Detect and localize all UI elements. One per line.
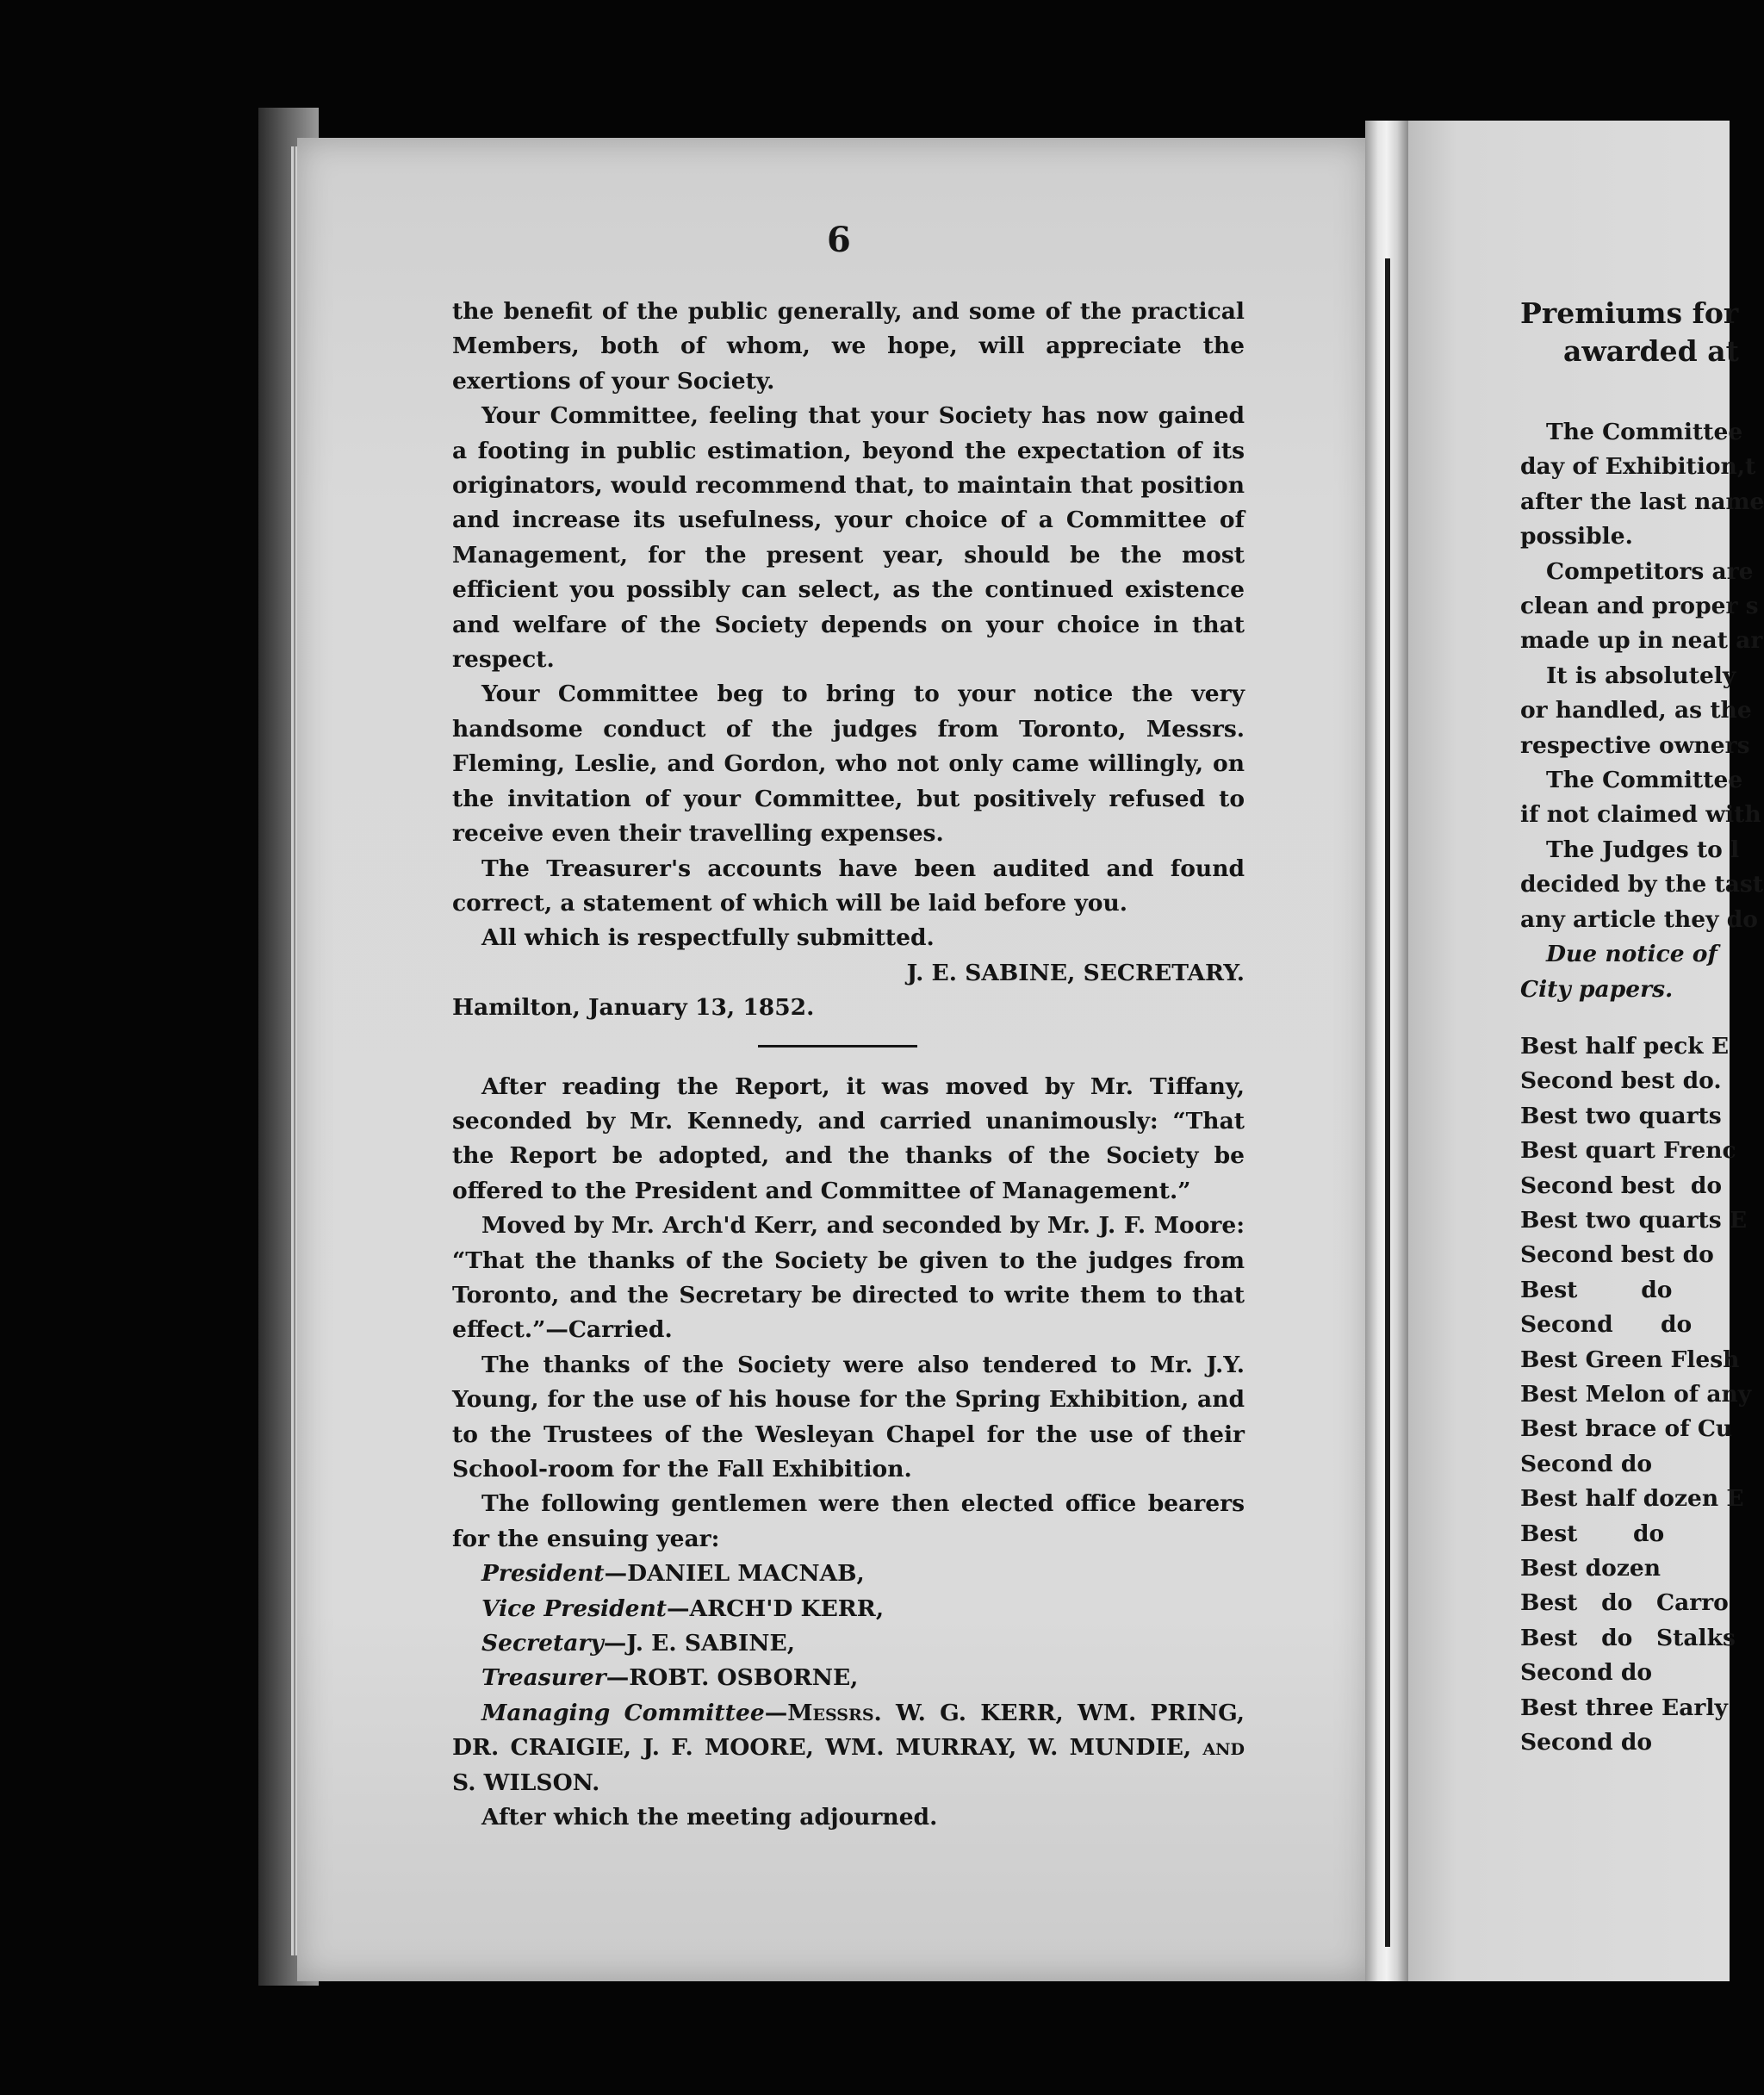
rule-line: The Committee bbox=[1546, 419, 1743, 445]
premium-item: Best do Carro bbox=[1520, 1589, 1729, 1617]
paragraph: the benefit of the public generally, and some of the practical Members, both of whom, we hope, will appreciate the exertions of your Society. bbox=[452, 298, 1245, 395]
minutes-paragraph: The thanks of the Society were also tendered to Mr. J.Y. Young, for the use of his house for the Spring Exhibition, and to the Trustees of the Wesleyan Chapel for the use of their School-room for the Fall Exhibition. bbox=[452, 1351, 1245, 1483]
paragraph: Your Committee beg to bring to your notice the very handsome conduct of the judges from Toronto, Messrs. Fleming, Leslie, and Gordon, who not only came willingly, on the invitation of your Committee, but positively refused to receive even their travelling expenses. bbox=[452, 681, 1245, 848]
officer-name: —DANIEL MACNAB, bbox=[604, 1560, 865, 1588]
minutes-paragraph: The following gentlemen were then elected office bearers for the ensuing year: bbox=[452, 1490, 1245, 1552]
premium-item: Best do bbox=[1520, 1276, 1673, 1303]
rule-line: clean and proper s bbox=[1520, 593, 1759, 620]
rule-line bbox=[1520, 937, 1730, 972]
committee-role: Managing Committee bbox=[481, 1699, 765, 1726]
paragraph: The Treasurer's accounts have been audited and found correct, a statement of which will be laid before you. bbox=[452, 855, 1245, 917]
premiums-subheading: awarded at bbox=[1563, 334, 1739, 368]
rule-line: decided by the tast bbox=[1520, 871, 1764, 898]
rule-line: possible. bbox=[1520, 523, 1633, 550]
section-divider bbox=[758, 1045, 917, 1048]
officer-role: Secretary bbox=[481, 1630, 604, 1657]
premium-item: Second do bbox=[1520, 1311, 1693, 1339]
rule-line: if not claimed with bbox=[1520, 801, 1761, 829]
officer-line bbox=[452, 1557, 1245, 1591]
rule-line: day of Exhibition,t bbox=[1520, 453, 1756, 481]
premiums-heading: Premiums for bbox=[1520, 296, 1739, 330]
spacer bbox=[1520, 1007, 1730, 1029]
premium-item: Best two quarts bbox=[1520, 1102, 1722, 1129]
premium-item: Best do Stalks bbox=[1520, 1624, 1736, 1651]
premiums-page-fragment bbox=[1520, 295, 1764, 1760]
premium-item: Best brace of Cu bbox=[1520, 1415, 1733, 1443]
notice-italic: Due notice of bbox=[1546, 941, 1717, 968]
premium-item: Best half peck E bbox=[1520, 1032, 1730, 1060]
premium-item: Second do bbox=[1520, 1659, 1653, 1687]
premium-item: Best dozen bbox=[1520, 1555, 1662, 1582]
city-papers-italic: City papers. bbox=[1520, 975, 1674, 1003]
gutter-stitch-line bbox=[1385, 258, 1390, 1947]
page-number: 6 bbox=[827, 220, 851, 260]
officer-role: Vice President bbox=[481, 1595, 668, 1622]
premium-item: Best do bbox=[1520, 1520, 1665, 1547]
officer-line bbox=[452, 1661, 1245, 1695]
rule-line: The Judges to l bbox=[1546, 836, 1740, 863]
rule-line: or handled, as the bbox=[1520, 697, 1752, 724]
closing-line: After which the meeting adjourned. bbox=[481, 1804, 938, 1831]
minutes-paragraph: After reading the Report, it was moved by Mr. Tiffany, seconded by Mr. Kennedy, and carried unanimously: “That the Report be adopted, and the thanks of the Society be offered to the President and Committee of Management.” bbox=[452, 1072, 1245, 1204]
premium-item: Best Melon of any bbox=[1520, 1380, 1752, 1408]
rule-line: any article they do bbox=[1520, 905, 1758, 933]
premium-item: Best two quarts E bbox=[1520, 1206, 1748, 1234]
premium-item: Second best do bbox=[1520, 1172, 1723, 1199]
officer-name: —ARCH'D KERR, bbox=[667, 1595, 885, 1622]
premium-item: Second best do. bbox=[1520, 1067, 1722, 1095]
signature: J. E. SABINE, SECRETARY. bbox=[906, 959, 1245, 986]
dateline: Hamilton, January 13, 1852. bbox=[452, 994, 815, 1022]
premium-item: Second do bbox=[1520, 1450, 1653, 1477]
officer-role: President bbox=[481, 1560, 605, 1588]
officer-line bbox=[452, 1626, 1245, 1661]
managing-committee bbox=[452, 1696, 1245, 1800]
report-text bbox=[452, 295, 1245, 1835]
officer-line bbox=[452, 1592, 1245, 1626]
committee-names: —Messrs. W. G. KERR, WM. PRING, DR. CRAIGIE, J. F. MOORE, WM. MURRAY, W. MUNDIE, and S. WILSON. bbox=[452, 1699, 1245, 1796]
officer-name: —ROBT. OSBORNE, bbox=[606, 1664, 859, 1692]
premium-item: Best half dozen E bbox=[1520, 1485, 1744, 1513]
rule-line: made up in neat ar bbox=[1520, 627, 1763, 655]
premium-item: Best Green Flesh bbox=[1520, 1346, 1740, 1373]
premium-items-list bbox=[1520, 1029, 1752, 1761]
officer-role: Treasurer bbox=[481, 1664, 606, 1692]
rule-line: respective owners bbox=[1520, 731, 1750, 759]
rule-line: The Committee bbox=[1546, 767, 1743, 794]
premium-item: Best quart Frenc bbox=[1520, 1137, 1736, 1165]
premium-item: Best three Early bbox=[1520, 1694, 1728, 1721]
rule-line: It is absolutely bbox=[1546, 662, 1736, 689]
rule-line bbox=[1520, 973, 1730, 1007]
rule-line: Competitors are bbox=[1546, 557, 1754, 585]
minutes-paragraph: Moved by Mr. Arch'd Kerr, and seconded by Mr. J. F. Moore: “That the thanks of the Society be given to the judges from Toronto, and the Secretary be directed to write them to that effect.”—Carried. bbox=[452, 1212, 1245, 1344]
paragraph: All which is respectfully submitted. bbox=[481, 924, 935, 952]
paragraph: Your Committee, feeling that your Society has now gained a footing in public estimation, beyond the expectation of its originators, would recommend that, to maintain that position and increase its usefulness, your choice of a Committee of Management, for the present year, should be the most efficient you possibly can select, as the continued existence and welfare of the Society depends on your choice in that respect. bbox=[452, 402, 1245, 674]
spacer bbox=[1520, 370, 1730, 415]
rule-line: after the last name bbox=[1520, 488, 1764, 515]
premium-item: Second do bbox=[1520, 1729, 1653, 1756]
officer-name: —J. E. SABINE, bbox=[603, 1630, 795, 1657]
premium-item: Second best do bbox=[1520, 1241, 1714, 1269]
